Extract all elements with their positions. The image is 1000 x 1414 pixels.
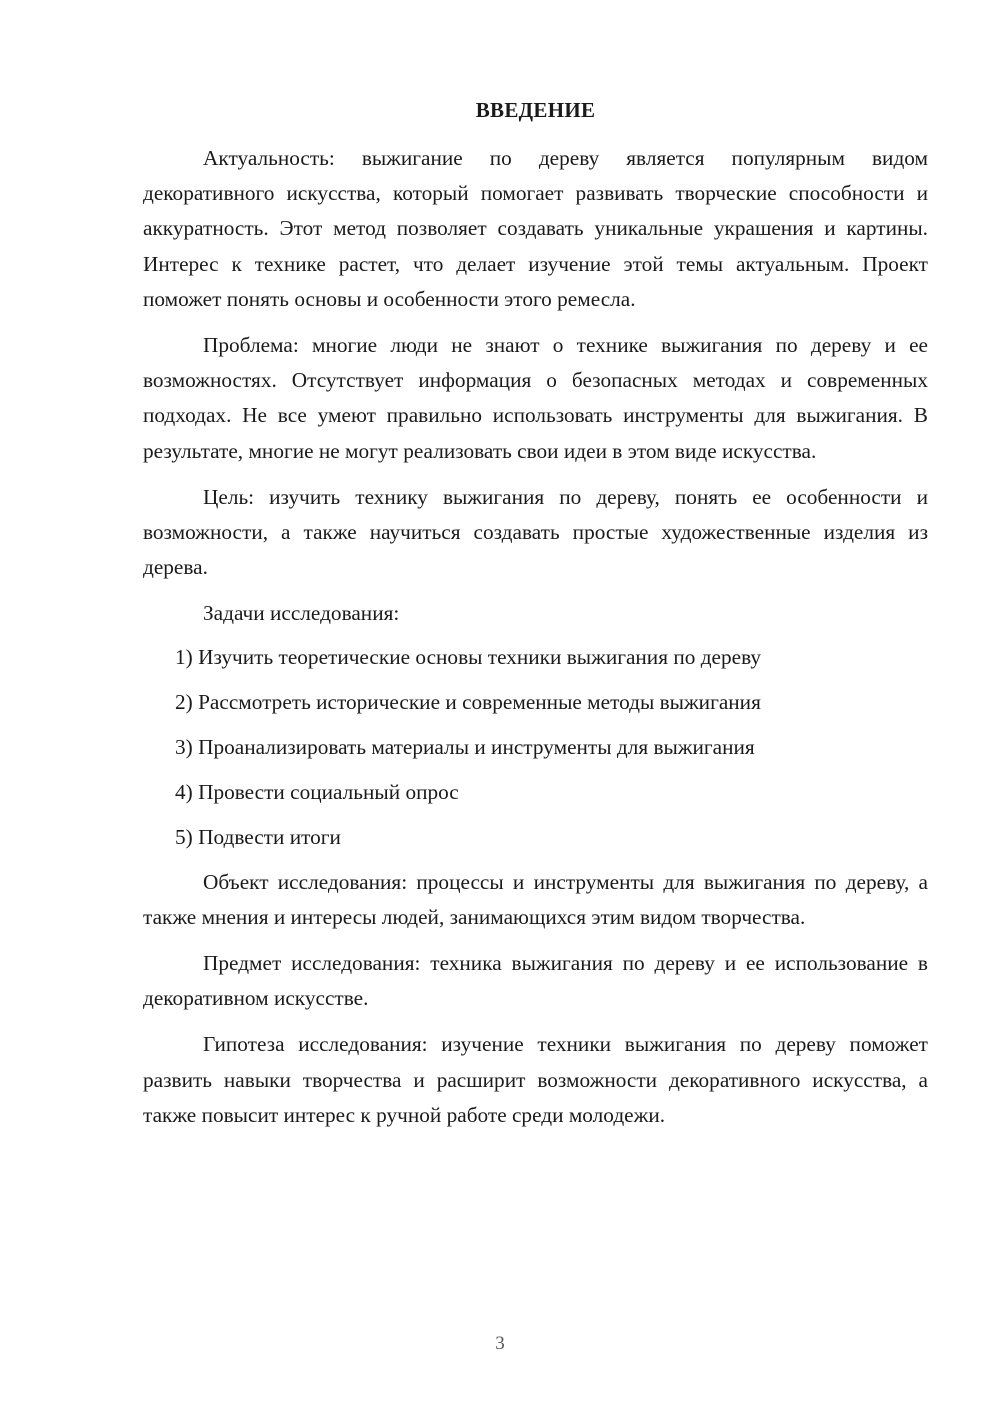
list-item: 3) Проанализировать материалы и инструменты для выжигания bbox=[175, 734, 755, 759]
page-title: ВВЕДЕНИЕ bbox=[475, 98, 596, 122]
page-number: 3 bbox=[495, 1333, 505, 1354]
list-item: 5) Подвести итоги bbox=[175, 824, 341, 849]
list-item: 4) Провести социальный опрос bbox=[175, 779, 459, 804]
list-item: 2) Рассмотреть исторические и современные методы выжигания bbox=[175, 689, 761, 714]
paragraph-object: Объект исследования: процессы и инструменты для выжигания по дереву, а также мнения и интересы людей, занимающихся этим видом творчества. bbox=[143, 869, 928, 929]
paragraph-goal: Цель: изучить технику выжигания по дереву, понять ее особенности и возможности, а также научиться создавать простые художественные изделия из дерева. bbox=[143, 484, 928, 580]
tasks-heading: Задачи исследования: bbox=[203, 601, 400, 626]
paragraph-subject: Предмет исследования: техника выжигания по дереву и ее использование в декоративном искусстве. bbox=[143, 951, 928, 1011]
paragraph-problem: Проблема: многие люди не знают о технике выжигания по дереву и ее возможностях. Отсутствует информация о безопасных методах и современных подходах. Не все умеют правильно использовать инструменты для выжигания. В результате, многие не могут реализовать свои идеи в этом виде искусства. bbox=[143, 333, 928, 463]
paragraph-hypothesis: Гипотеза исследования: изучение техники выжигания по дереву поможет развить навыки творчества и расширит возможности декоративного искусства, а также повысит интерес к ручной работе среди молодежи. bbox=[143, 1032, 928, 1127]
paragraph-relevance: Актуальность: выжигание по дереву является популярным видом декоративного искусства, который помогает развивать творческие способности и аккуратность. Этот метод позволяет создавать уникальные украшения и картины. Интерес к технике растет, что делает изучение этой темы актуальным. Проект поможет понять основы и особенности этого ремесла. bbox=[143, 146, 928, 311]
tasks-list bbox=[143, 640, 928, 855]
page-content bbox=[143, 93, 928, 1144]
list-item: 1) Изучить теоретические основы техники выжигания по дереву bbox=[175, 644, 762, 669]
